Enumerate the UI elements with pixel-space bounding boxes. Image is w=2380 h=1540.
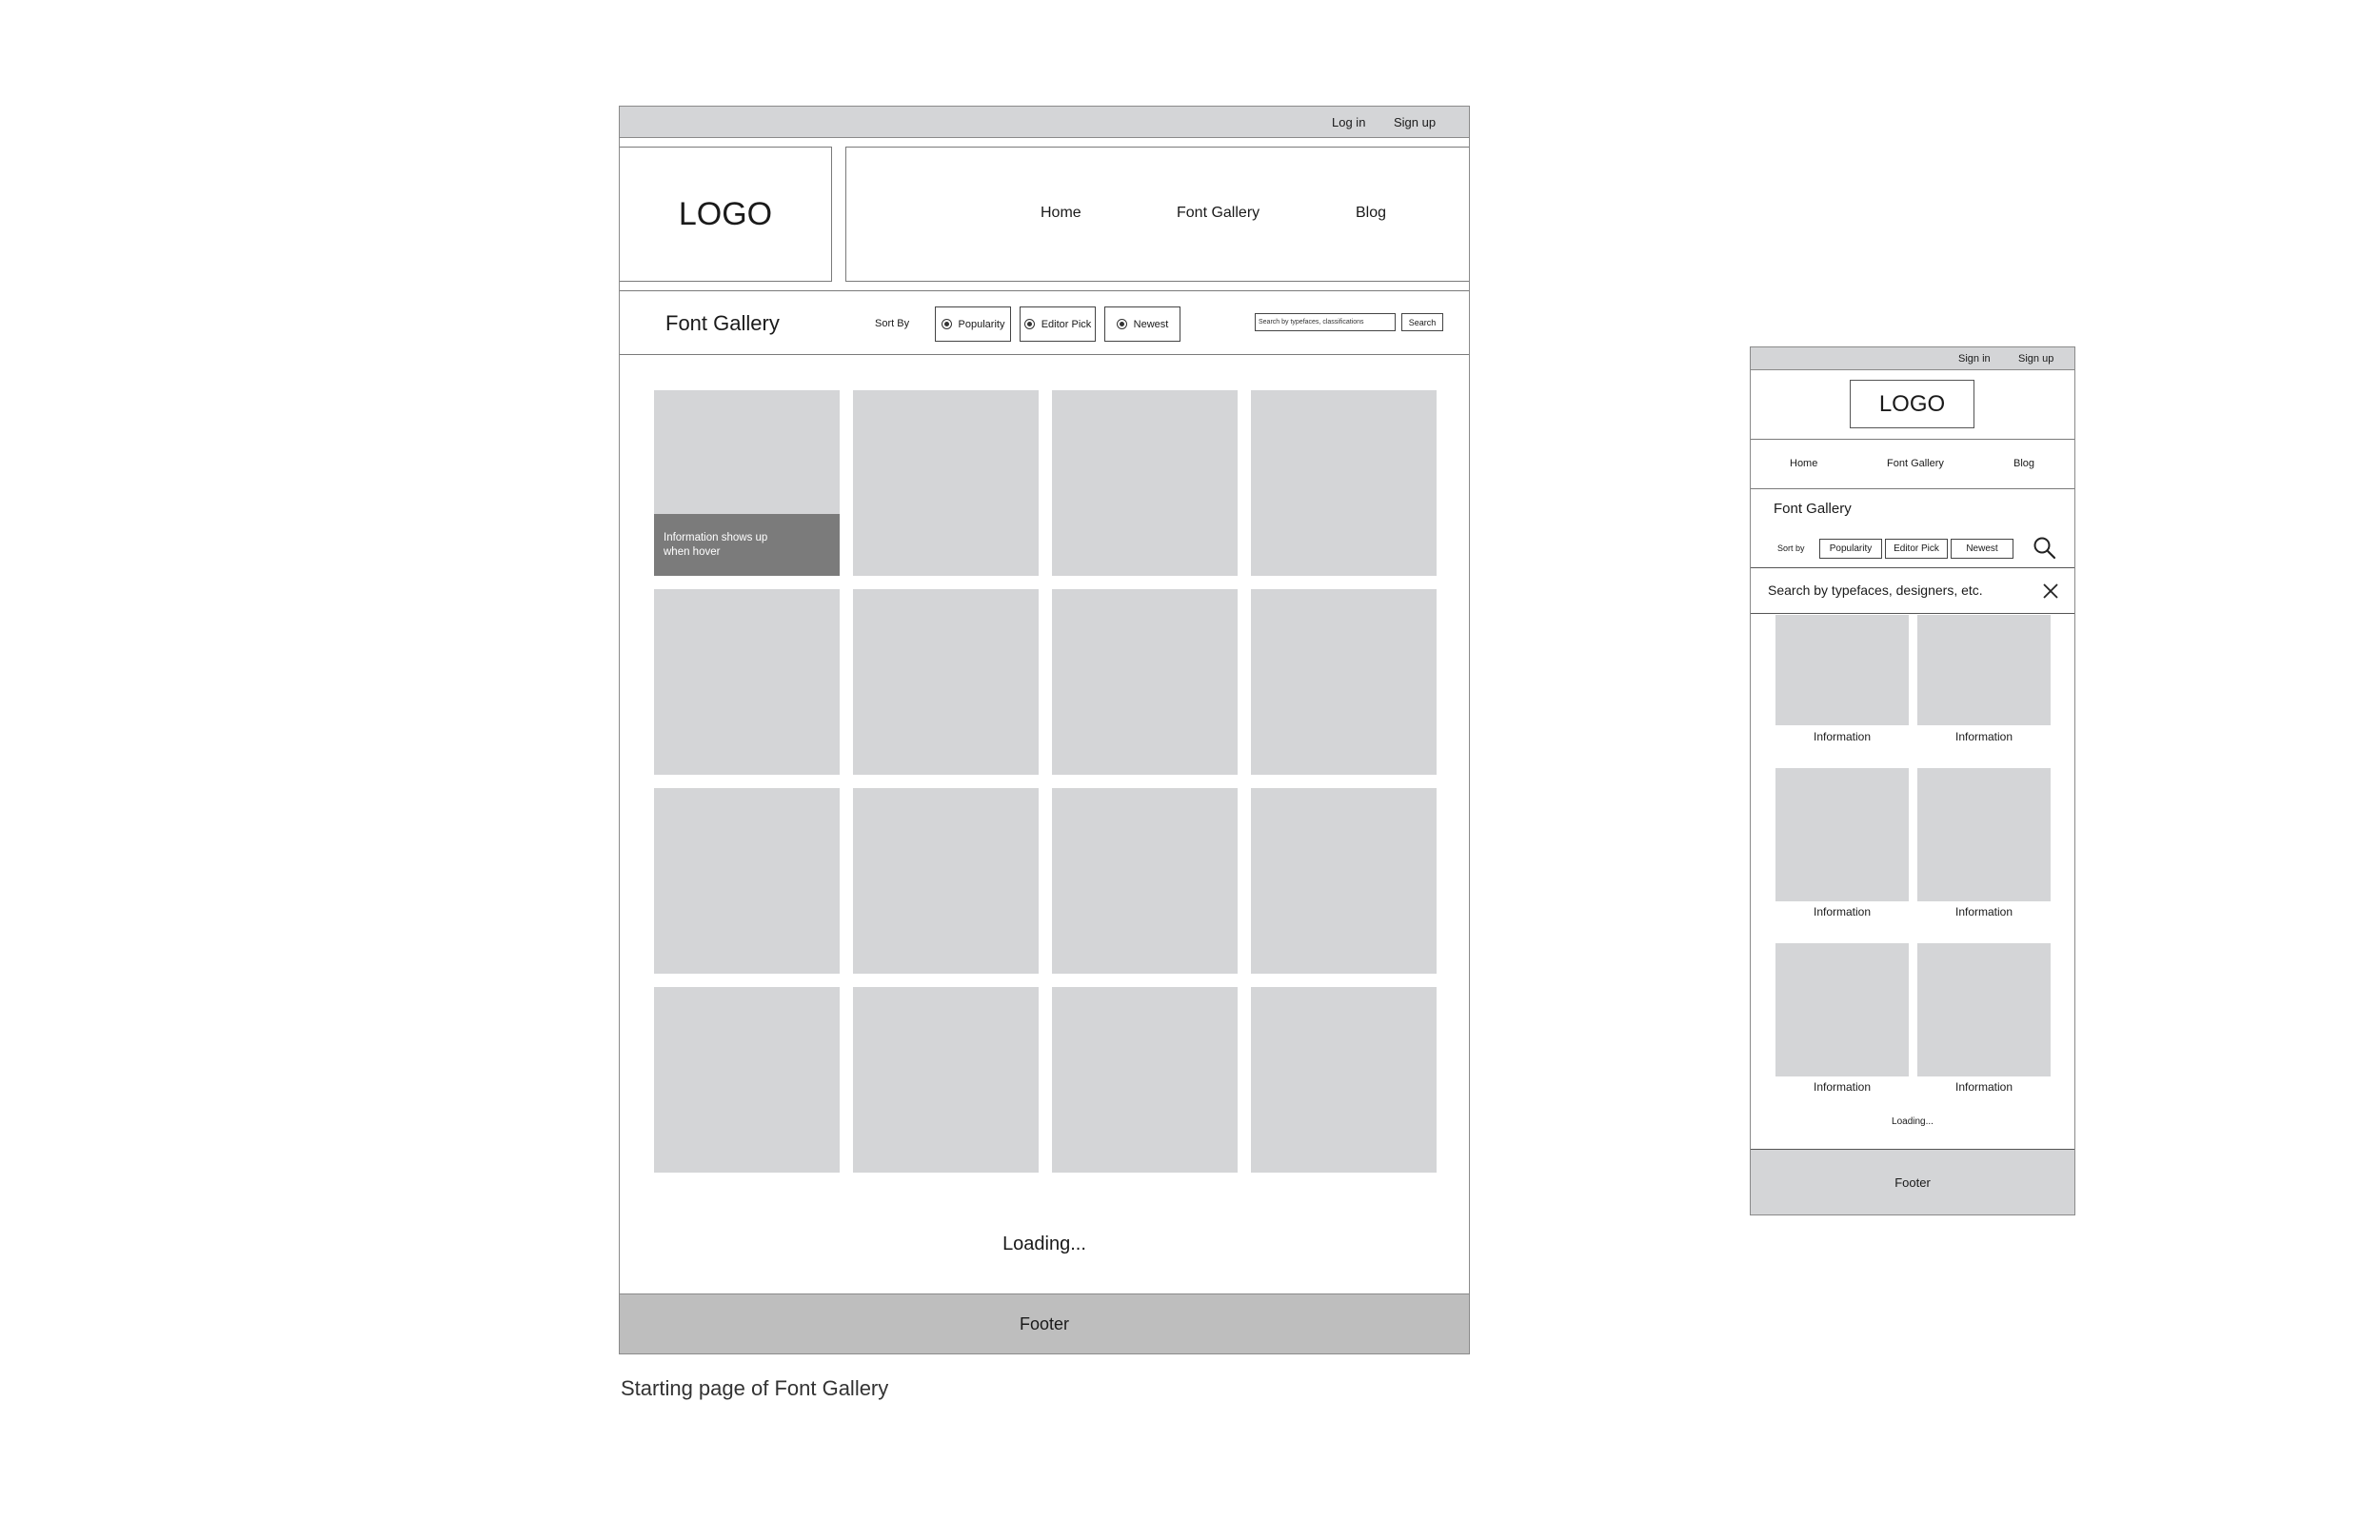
card-info-label: Information [1954, 730, 2013, 743]
sort-option-label: Newest [1133, 318, 1169, 330]
card-info-label: Information [1813, 1080, 1872, 1094]
mobile-sort-editor-pick[interactable]: Editor Pick [1885, 539, 1948, 559]
desktop-footer: Footer [620, 1293, 1469, 1353]
card-info-label: Information [1813, 730, 1872, 743]
card-info-label: Information [1813, 905, 1872, 918]
mobile-nav [1751, 439, 2074, 489]
font-card[interactable] [1052, 390, 1238, 576]
mobile-sort-popularity[interactable]: Popularity [1819, 539, 1882, 559]
mobile-footer: Footer [1751, 1149, 2074, 1214]
desktop-wireframe [619, 106, 1470, 1354]
loading-indicator: Loading... [1002, 1233, 1086, 1254]
mobile-search-bar[interactable] [1751, 567, 2074, 614]
font-card[interactable] [1251, 987, 1437, 1173]
signup-link[interactable]: Sign up [2018, 353, 2054, 365]
nav-font-gallery[interactable]: Font Gallery [1887, 458, 1944, 469]
mobile-font-card[interactable] [1775, 615, 1909, 725]
desktop-topbar [620, 107, 1469, 138]
sort-label: Sort By [875, 318, 910, 329]
mobile-font-card[interactable] [1917, 943, 2051, 1076]
font-card[interactable] [853, 987, 1039, 1173]
logo: LOGO [678, 195, 773, 232]
nav-home[interactable]: Home [1790, 458, 1818, 469]
mobile-font-card[interactable] [1917, 615, 2051, 725]
font-card[interactable] [1052, 589, 1238, 775]
main-nav [845, 147, 1469, 282]
mobile-sort-label: Sort by [1777, 543, 1805, 553]
hover-info-overlay [654, 514, 840, 576]
font-card[interactable] [853, 788, 1039, 974]
mobile-loading-indicator: Loading... [1892, 1116, 1934, 1127]
font-card[interactable] [654, 987, 840, 1173]
filter-bar [620, 290, 1469, 355]
card-info-label: Information [1954, 1080, 2013, 1094]
font-card[interactable] [1251, 390, 1437, 576]
font-card[interactable] [1251, 589, 1437, 775]
caption: Starting page of Font Gallery [621, 1376, 889, 1400]
sort-editor-pick[interactable] [1020, 306, 1096, 342]
radio-icon [942, 319, 952, 329]
sort-option-label: Popularity [958, 318, 1005, 330]
logo: LOGO [1878, 390, 1946, 417]
search-button[interactable]: Search [1401, 313, 1443, 331]
card-info-label: Information [1954, 905, 2013, 918]
logo-box[interactable] [620, 147, 832, 282]
radio-icon [1024, 319, 1035, 329]
page-title: Font Gallery [665, 311, 780, 335]
font-card[interactable] [853, 390, 1039, 576]
mobile-wireframe [1750, 346, 2075, 1215]
nav-home[interactable]: Home [1041, 205, 1081, 221]
mobile-font-card[interactable] [1917, 768, 2051, 901]
sort-option-label: Editor Pick [1041, 318, 1092, 330]
font-card[interactable] [1251, 788, 1437, 974]
nav-blog[interactable]: Blog [2013, 458, 2035, 469]
mobile-sort-newest[interactable]: Newest [1951, 539, 2013, 559]
signin-link[interactable]: Sign in [1958, 353, 1991, 365]
font-card-hovered[interactable] [654, 390, 840, 576]
sort-newest[interactable] [1104, 306, 1180, 342]
nav-blog[interactable]: Blog [1356, 205, 1387, 221]
sort-popularity[interactable] [935, 306, 1011, 342]
mobile-page-title: Font Gallery [1774, 501, 1852, 517]
nav-font-gallery[interactable]: Font Gallery [1177, 205, 1260, 221]
font-card[interactable] [654, 589, 840, 775]
radio-icon [1117, 319, 1127, 329]
close-icon[interactable] [2042, 582, 2059, 600]
login-link[interactable]: Log in [1332, 115, 1366, 129]
search-input[interactable]: Search by typefaces, classifications [1255, 313, 1396, 331]
font-card[interactable] [1052, 788, 1238, 974]
mobile-font-card[interactable] [1775, 943, 1909, 1076]
mobile-logo-box[interactable] [1850, 380, 1974, 428]
font-card[interactable] [654, 788, 840, 974]
font-card[interactable] [1052, 987, 1238, 1173]
font-card[interactable] [853, 589, 1039, 775]
mobile-font-card[interactable] [1775, 768, 1909, 901]
mobile-topbar [1751, 347, 2074, 370]
hover-info-text: Information shows up when hover [664, 532, 768, 558]
signup-link[interactable]: Sign up [1394, 115, 1437, 129]
mobile-search-text: Search by typefaces, designers, etc. [1768, 582, 1983, 598]
search-icon[interactable] [2033, 536, 2057, 561]
